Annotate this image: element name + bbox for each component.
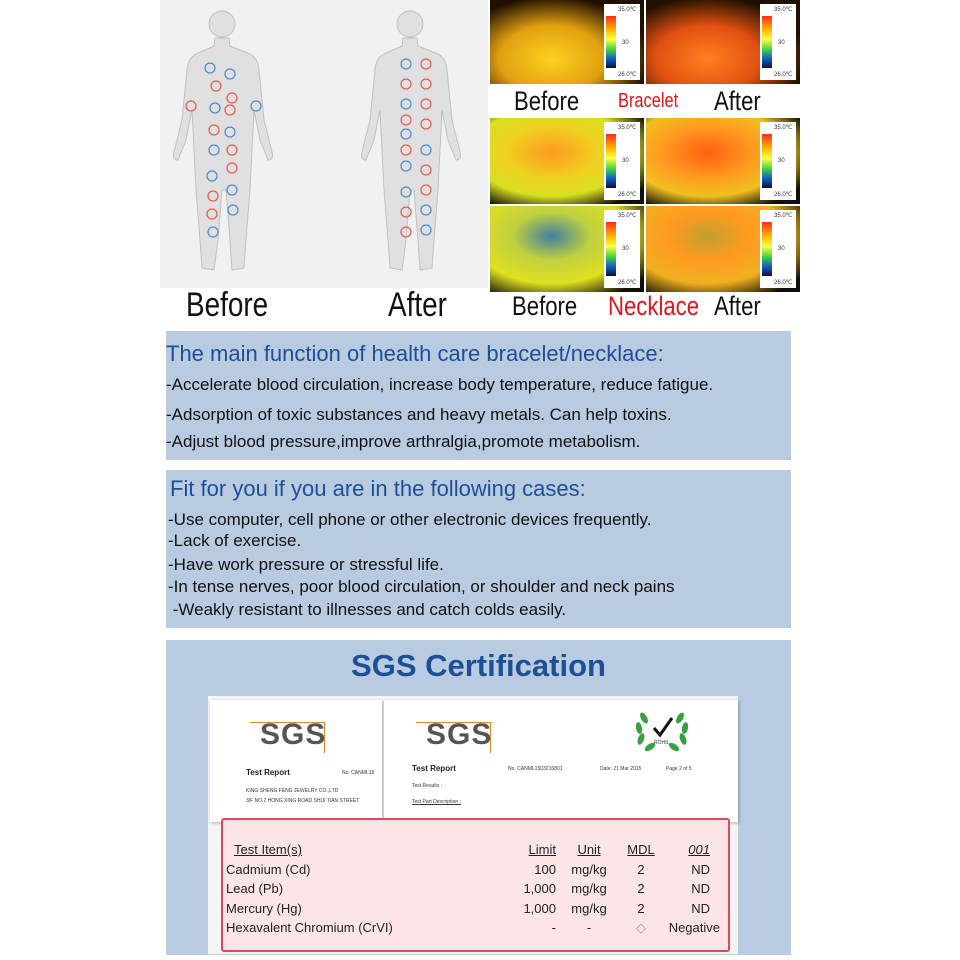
sgs-logo: SGS bbox=[426, 718, 493, 751]
report-heading-1: Test Report bbox=[246, 768, 290, 777]
cell-unit: - bbox=[586, 920, 592, 936]
cell-unit: mg/kg bbox=[571, 900, 607, 916]
thermal-hand-after bbox=[646, 0, 800, 84]
cell-result: ND bbox=[691, 861, 710, 877]
table-row bbox=[226, 860, 722, 880]
function-line-2: -Adsorption of toxic substances and heavy metals. Can help toxins. bbox=[166, 405, 672, 424]
header-sample: 001 bbox=[688, 842, 710, 858]
temperature-scale: 35.0℃ 30 26.0℃ bbox=[760, 4, 796, 80]
sgs-title: SGS Certification bbox=[351, 648, 606, 683]
test-part-label: Test Part Description : bbox=[412, 799, 461, 805]
cell-mdl: ◇ bbox=[636, 919, 646, 935]
rohs-badge-text: ROHS bbox=[654, 740, 669, 746]
figure-before-label: Before bbox=[186, 286, 269, 324]
cell-item: Hexavalent Chromium (CrVI) bbox=[226, 920, 393, 936]
cell-result: ND bbox=[691, 900, 710, 916]
cell-unit: mg/kg bbox=[571, 881, 607, 897]
fit-line-2: -Lack of exercise. bbox=[168, 531, 302, 550]
thermal-chest-before bbox=[490, 118, 644, 204]
thermal-chest-after bbox=[646, 118, 800, 204]
thermal-neck-after bbox=[646, 206, 800, 292]
header-mdl: MDL bbox=[627, 842, 655, 858]
report-heading-2: Test Report bbox=[412, 764, 456, 773]
fit-title: Fit for you if you are in the following cases: bbox=[170, 476, 586, 501]
cell-mdl: 2 bbox=[637, 861, 645, 877]
certificate-sheet-1 bbox=[210, 700, 382, 822]
cell-result: Negative bbox=[668, 920, 720, 936]
fit-line-4: -In tense nerves, poor blood circulation, or shoulder and neck pains bbox=[168, 577, 675, 596]
bracelet-after-label: After bbox=[714, 86, 761, 116]
cell-limit: 1,000 bbox=[523, 900, 556, 916]
bracelet-before-label: Before bbox=[514, 86, 580, 116]
cell-item: Lead (Pb) bbox=[226, 881, 284, 897]
function-title: The main function of health care bracelet/necklace: bbox=[166, 341, 664, 366]
bracelet-label: Bracelet bbox=[618, 90, 679, 112]
header-unit: Unit bbox=[577, 842, 601, 858]
cell-limit: 100 bbox=[534, 861, 556, 877]
necklace-after-label: After bbox=[714, 291, 761, 321]
temperature-scale: 35.0℃ 30 26.0℃ bbox=[604, 4, 640, 80]
sgs-logo: SGS bbox=[260, 718, 327, 751]
cell-item: Cadmium (Cd) bbox=[226, 861, 311, 877]
temperature-scale: 35.0℃ 30 26.0℃ bbox=[604, 122, 640, 200]
header-test-item: Test Item(s) bbox=[234, 842, 302, 858]
cell-unit: mg/kg bbox=[571, 861, 607, 877]
table-row bbox=[226, 879, 722, 899]
company-name: KING SHENG FENG JEWELRY CO.,LTD bbox=[246, 788, 339, 794]
cell-item: Mercury (Hg) bbox=[226, 900, 302, 916]
fit-line-3: -Have work pressure or stressful life. bbox=[168, 555, 444, 574]
report-no-1: No. CANML15 bbox=[342, 770, 375, 776]
thermal-hand-before bbox=[490, 0, 644, 84]
report-no-2: No. CANML1503216801 bbox=[508, 766, 563, 772]
header-limit: Limit bbox=[528, 842, 556, 858]
sgs-logo-mark bbox=[250, 722, 325, 753]
cell-mdl: 2 bbox=[637, 881, 645, 897]
table-row bbox=[226, 899, 722, 919]
function-panel bbox=[166, 331, 791, 460]
necklace-before-label: Before bbox=[512, 291, 578, 321]
necklace-label: Necklace bbox=[608, 291, 700, 321]
certificate-sheet-2 bbox=[384, 700, 738, 822]
report-date: Date: 21 Mar 2015 bbox=[600, 766, 642, 772]
fit-panel bbox=[166, 470, 791, 628]
thermal-neck-before bbox=[490, 206, 644, 292]
ion-markers bbox=[160, 0, 488, 288]
report-page: Page 2 of 5 bbox=[666, 766, 692, 772]
table-row bbox=[226, 918, 722, 938]
temperature-scale: 35.0℃ 30 26.0℃ bbox=[760, 210, 796, 288]
temperature-scale: 35.0℃ 30 26.0℃ bbox=[760, 122, 796, 200]
test-results-label: Test Results : bbox=[412, 783, 443, 789]
figure-after-label: After bbox=[388, 286, 447, 324]
function-line-1: -Accelerate blood circulation, increase body temperature, reduce fatigue. bbox=[166, 375, 714, 394]
fit-line-1: -Use computer, cell phone or other electronic devices frequently. bbox=[168, 510, 652, 529]
cell-mdl: 2 bbox=[637, 900, 645, 916]
temperature-scale: 35.0℃ 30 26.0℃ bbox=[604, 210, 640, 288]
function-line-3: -Adjust blood pressure,improve arthralgia,promote metabolism. bbox=[166, 432, 641, 451]
table-header-row bbox=[226, 840, 722, 860]
cell-limit: 1,000 bbox=[523, 881, 556, 897]
rohs-laurel-icon bbox=[630, 704, 694, 756]
sgs-logo-mark bbox=[416, 722, 491, 753]
test-results-table bbox=[226, 840, 722, 938]
company-address: 3/F NO.2 HONG XING ROAD SHUI TIAN STREET bbox=[246, 798, 360, 804]
fit-line-5: -Weakly resistant to illnesses and catch colds easily. bbox=[168, 600, 567, 619]
cell-limit: - bbox=[551, 920, 556, 936]
cell-result: ND bbox=[691, 881, 710, 897]
